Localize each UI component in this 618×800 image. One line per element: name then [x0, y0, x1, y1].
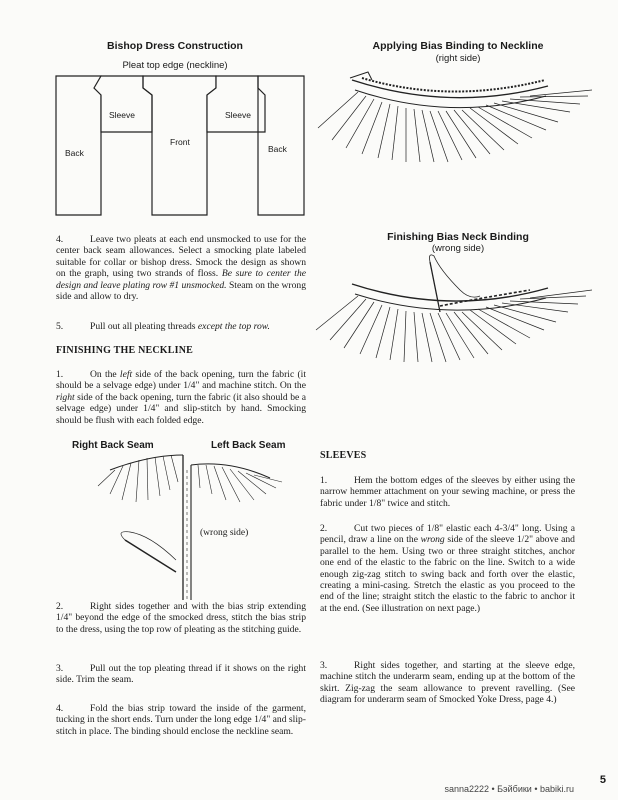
s2-number: 2.	[320, 523, 328, 534]
p1-t1: On the	[90, 369, 120, 380]
page-number: 5	[599, 774, 606, 786]
p3-number: 3.	[56, 663, 64, 674]
p3-text: Pull out the top pleating thread if it shows on the right side. Trim the seam.	[56, 663, 306, 686]
p1-t2: side of the back opening, turn the fabric (it should be a selvage edge) under 1/4" and machine stitch. On the	[56, 369, 306, 392]
p4-italic: Be sure to center the design and leave plating row #1 unsmocked.	[56, 268, 307, 291]
s1-text: Hem the bottom edges of the sleeves by either using the narrow hemmer attachment on your sewing machine, or press the fabric under 1/8" twice and stitch.	[320, 475, 575, 509]
label-sleeve-right: Sleeve	[225, 110, 251, 120]
s3-text: Right sides together, and starting at the sleeve edge, machine stitch the underarm seam, ending up at the bottom of the skirt. Zig-zag the seam allowance to prevent ravelling. (See diagram for underarm seam of Smocked Yoke Dress, page 4.)	[320, 660, 575, 706]
p4-text-b: Steam on the wrong side and allow to dry.	[56, 279, 306, 303]
label-front: Front	[170, 137, 190, 147]
finishing-figure-subtitle: (wrong side)	[431, 243, 485, 254]
left-back-seam-label: Left Back Seam	[211, 440, 286, 451]
p4b-text: Fold the bias strip toward the inside of the garment, tucking in the short ends. Turn under the long edge 1/4" and slip-stitch in place. The binding should enclose the neckline seam.	[56, 703, 306, 737]
s1-number: 1.	[320, 475, 328, 486]
right-back-seam-label: Right Back Seam	[72, 440, 154, 451]
paragraph-sleeves-2	[320, 523, 575, 614]
p1-number: 1.	[56, 369, 64, 380]
paragraph-sleeves-3	[320, 660, 575, 706]
bishop-neckline-label: Pleat top edge (neckline)	[122, 60, 228, 71]
label-back-right: Back	[268, 144, 287, 154]
s3-number: 3.	[320, 660, 328, 671]
p4b-number: 4.	[56, 703, 64, 714]
heading-finishing-neckline: FINISHING THE NECKLINE	[56, 345, 194, 356]
p5-text-a: Pull out all pleating threads	[90, 321, 198, 332]
p1-i1: left	[119, 369, 133, 380]
bishop-figure-title: Bishop Dress Construction	[107, 40, 243, 52]
p4-number: 4.	[56, 234, 64, 245]
heading-sleeves: SLEEVES	[320, 450, 367, 461]
wrong-side-label: (wrong side)	[200, 528, 249, 538]
p1-i2: right	[56, 391, 75, 403]
paragraph-2-bias-strip	[56, 601, 306, 635]
p2-text: Right sides together and with the bias strip extending 1/4" beyond the edge of the smocked dress, stitch the bias strip to the dress, using the top row of pleating as the stitching guide.	[56, 601, 306, 635]
label-back-left: Back	[65, 148, 84, 158]
label-sleeve-left: Sleeve	[109, 110, 135, 120]
p5-italic: except the top row.	[197, 321, 270, 332]
paragraph-3-trim	[56, 663, 306, 686]
finishing-figure-title: Finishing Bias Neck Binding	[387, 231, 529, 243]
p1-t3: side of the back opening, turn the fabric (it also should be a selvage edge) under 1/4" and slip-stitch by hand. Smocking should be flush with each folded edge.	[56, 391, 306, 426]
paragraph-4-fold-binding	[56, 703, 306, 737]
p4-text-a: Leave two pleats at each end unsmocked to use for the center back seam allowances. Select a smocking plate labeled suitable for collar or bishop dress. Smock the design as shown on the graph, using two strands of floss.	[56, 234, 306, 280]
p5-number: 5.	[56, 321, 64, 332]
applying-figure-title: Applying Bias Binding to Neckline	[372, 40, 544, 52]
applying-figure-subtitle: (right side)	[435, 53, 481, 64]
p2-number: 2.	[56, 601, 64, 612]
watermark: sanna2222 • Бэйбики • babiki.ru	[444, 784, 574, 794]
s2-i1: wrong	[420, 534, 445, 546]
s2-t1: Cut two pieces of 1/8" elastic each 4-3/4" long. Using a pencil, draw a line on the	[320, 523, 575, 546]
paragraph-sleeves-1	[320, 475, 575, 509]
s2-t2: side of the sleeve 1/2" above and parallel to the hem. Using two or three straight stitches, anchor one end of the elastic to the fabric on the line. Switch to a wide enough zig-zag stitch to swing back and forth over the elastic, creating a mini-casing. Stretch the elastic as you proceed to the end of the line; straight stitch the elastic to the fabric to anchor it at the end. (See illustration on next page.)	[320, 534, 575, 614]
